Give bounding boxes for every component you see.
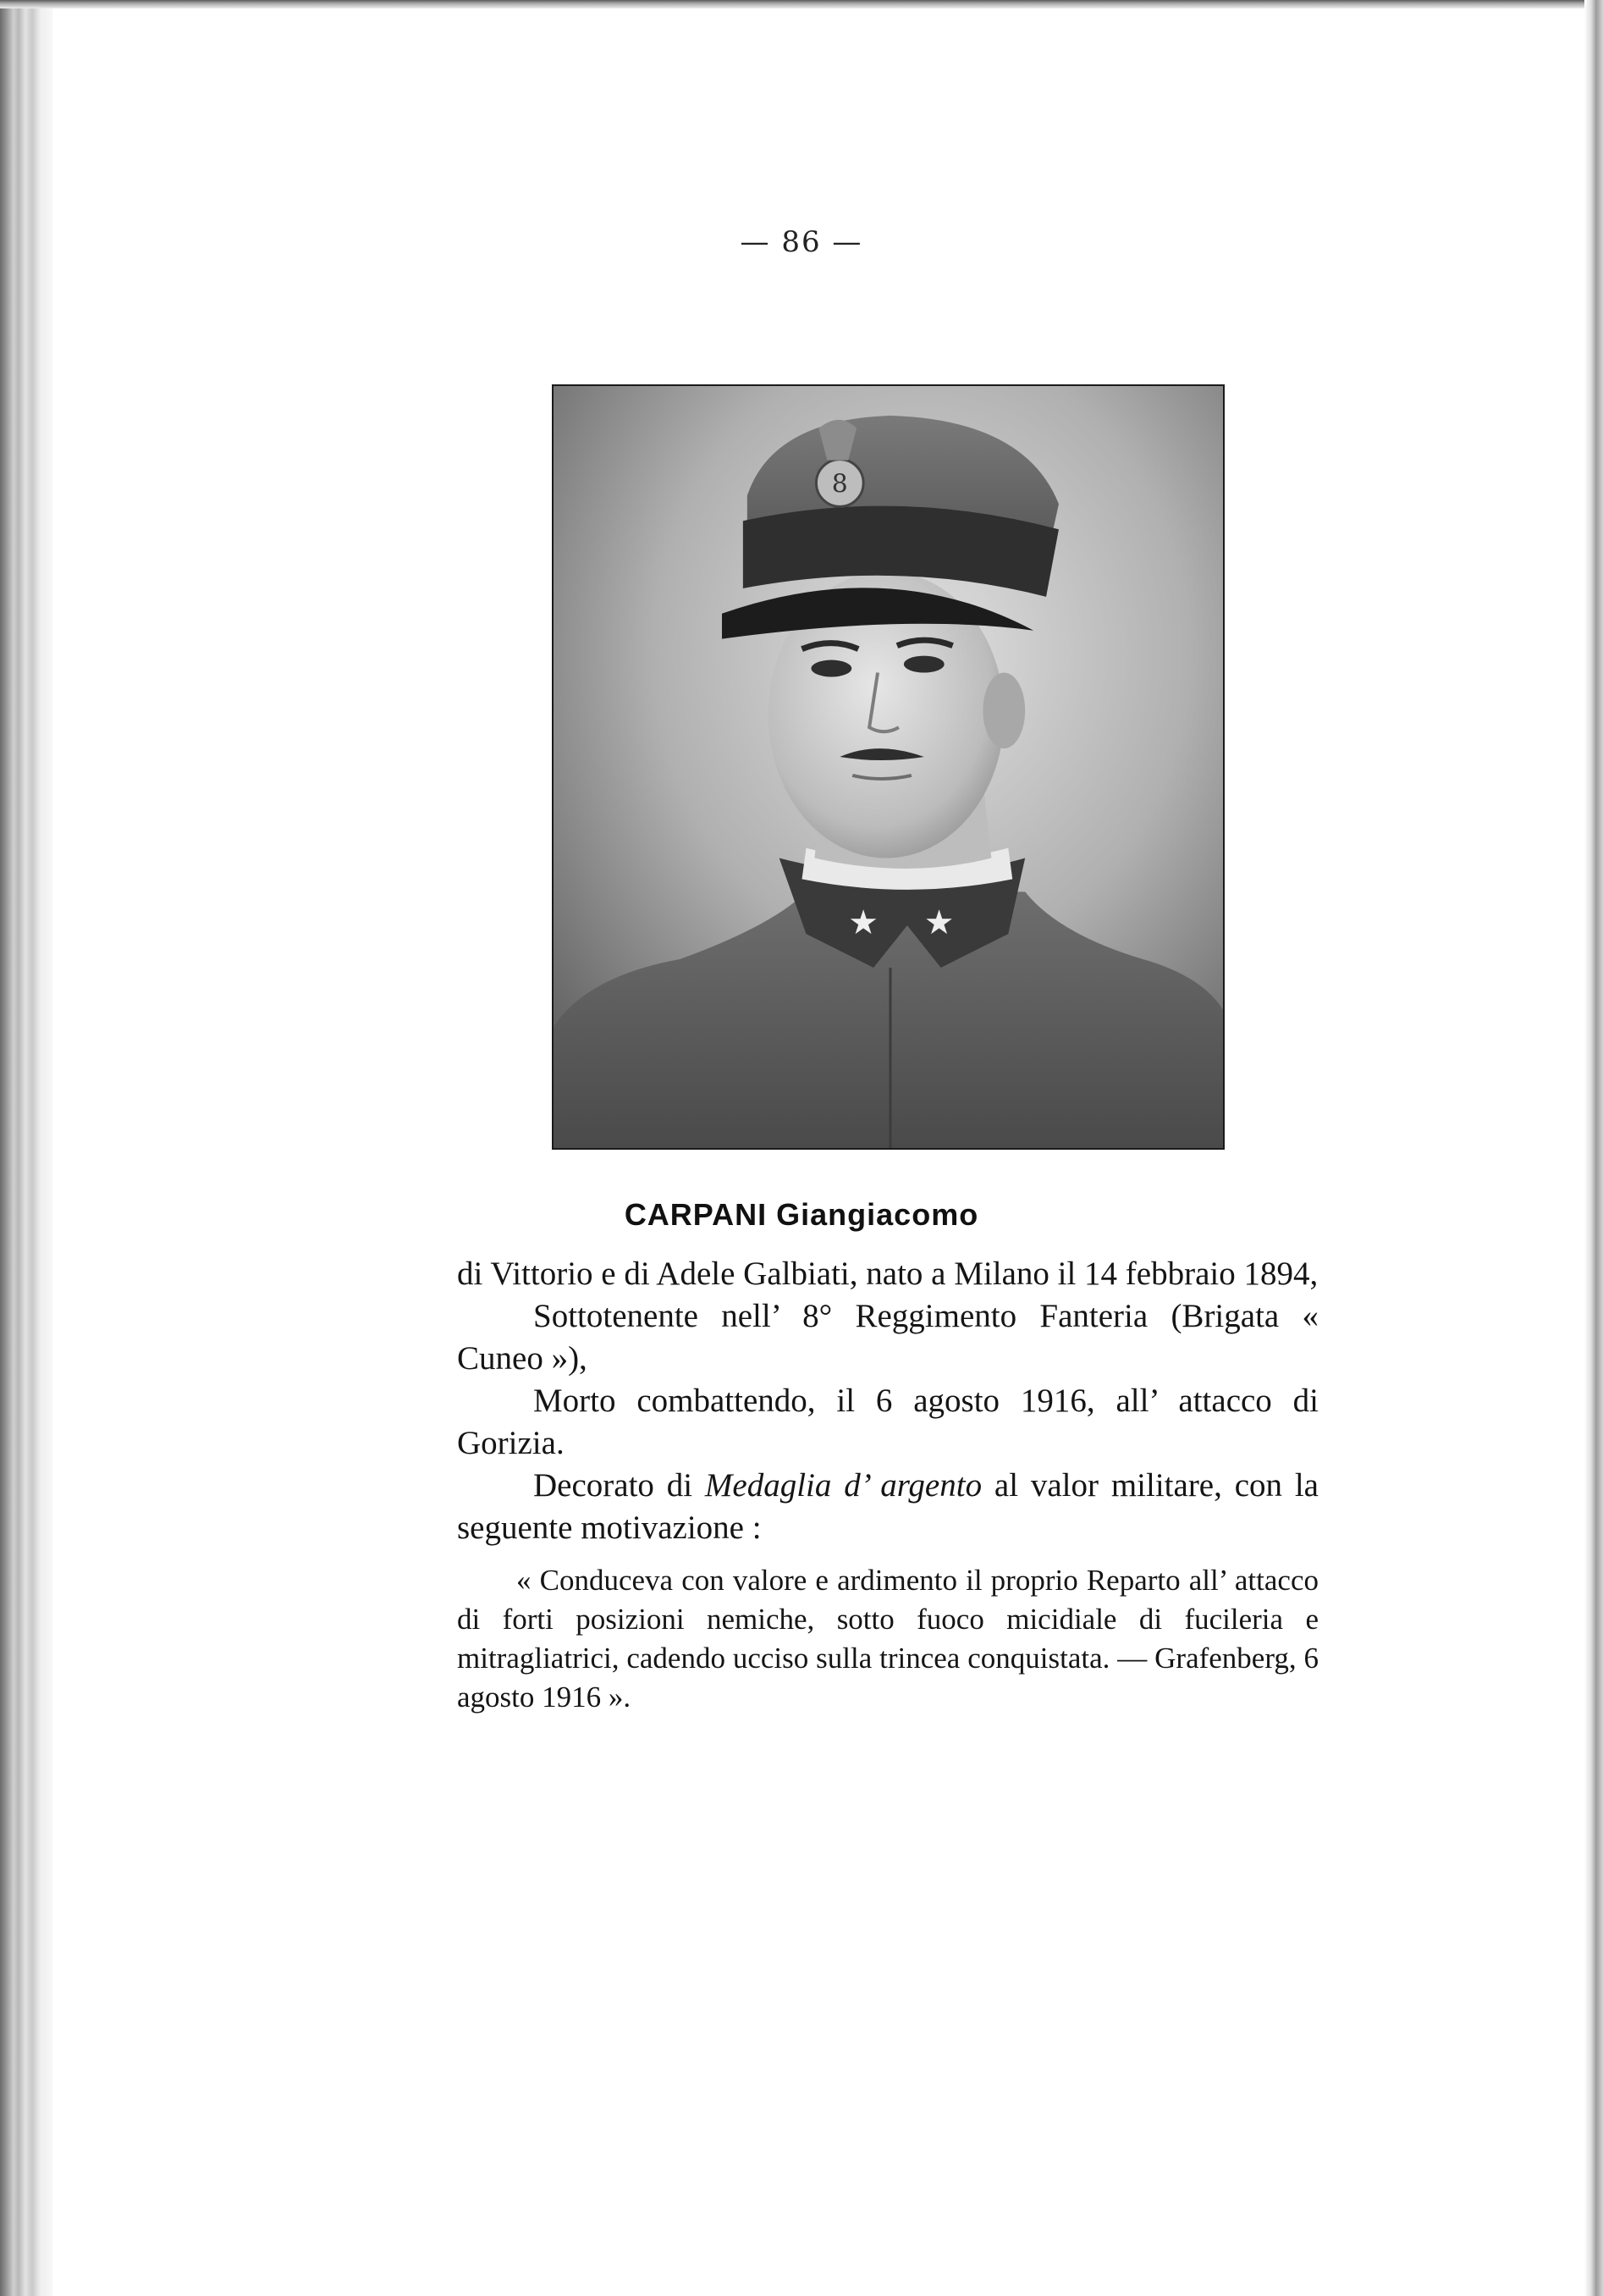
paragraph-death: Morto combattendo, il 6 agosto 1916, all’ attacco di Gorizia. xyxy=(457,1383,1319,1461)
paragraph-citation: « Conduceva con valore e ardimento il proprio Reparto all’ attacco di forti posizioni nemiche, sotto fuoco micidiale di fucileria e mitragliatrici, cadendo ucciso sulla trincea conquistata. — Grafenberg, 6 agosto 1916 ». xyxy=(457,1564,1319,1714)
svg-text:★: ★ xyxy=(923,903,955,943)
decoration-suffix: al valor militare, con la seguente motivazione : xyxy=(457,1467,1319,1546)
decoration-medal: Medaglia d’ argento xyxy=(704,1467,983,1504)
portrait-photo xyxy=(552,384,1225,1150)
svg-text:★: ★ xyxy=(848,903,879,943)
decoration-prefix: Decorato di xyxy=(533,1467,705,1504)
page-top-edge xyxy=(0,0,1603,8)
entry-text xyxy=(457,1253,1319,1717)
page-number: — 86 — xyxy=(740,225,863,259)
paragraph-birth: di Vittorio e di Adele Galbiati, nato a Milano il 14 febbraio 1894, xyxy=(457,1256,1319,1292)
page-right-edge xyxy=(1584,0,1603,2296)
book-binding-edge xyxy=(0,0,52,2296)
portrait-illustration xyxy=(554,386,1223,1148)
cap-badge-number: 8 xyxy=(831,469,848,499)
paragraph-rank: Sottotenente nell’ 8° Reggimento Fanteria (Brigata « Cuneo »), xyxy=(457,1298,1319,1377)
entry-name: CARPANI Giangiacomo xyxy=(624,1197,979,1232)
paragraph-decoration xyxy=(457,1465,1319,1549)
